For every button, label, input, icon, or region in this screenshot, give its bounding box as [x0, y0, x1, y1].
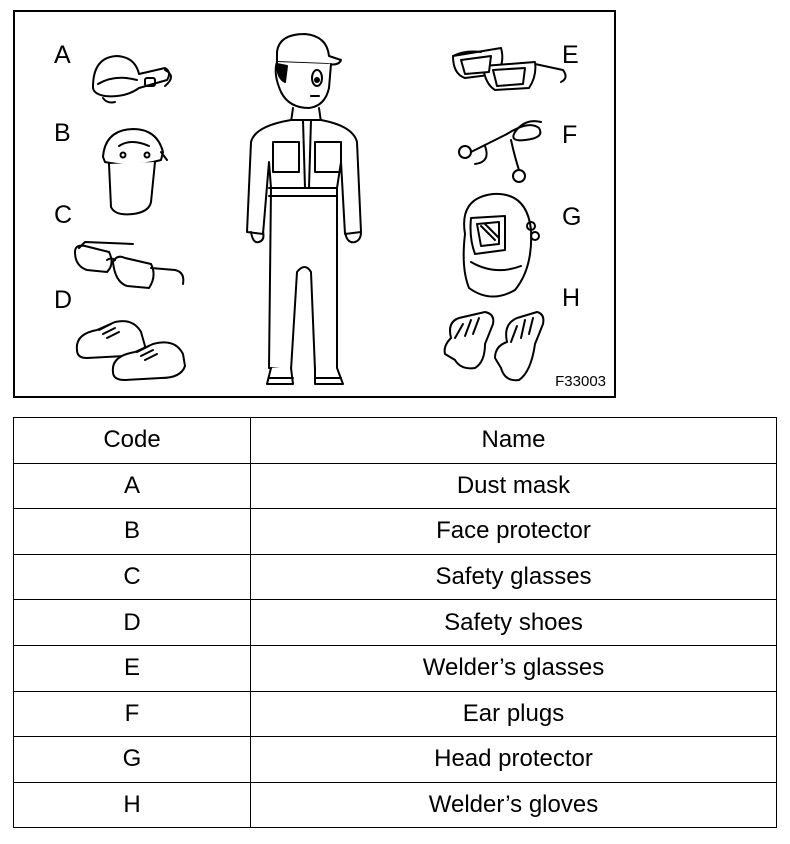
table-header-row: [14, 418, 777, 464]
safety-glasses-drawing: [75, 242, 183, 288]
row-code: G: [14, 737, 251, 783]
row-code: B: [14, 509, 251, 555]
welding-helmet-drawing: [464, 194, 539, 297]
ppe-line-drawing: [15, 12, 613, 395]
dust-mask-drawing: [93, 56, 171, 103]
figure-letter-c: C: [54, 201, 73, 229]
row-name: Safety shoes: [251, 600, 777, 646]
row-code: C: [14, 554, 251, 600]
row-name: Dust mask: [251, 463, 777, 509]
row-code: A: [14, 463, 251, 509]
ppe-illustration: [13, 10, 616, 398]
figure-letter-h: H: [562, 284, 581, 312]
ppe-code-table: [13, 417, 777, 828]
row-name: Welder’s glasses: [251, 645, 777, 691]
figure-code: F33003: [555, 373, 606, 390]
table-row: [14, 691, 777, 737]
code-column-header: Code: [14, 418, 251, 464]
table-row: [14, 463, 777, 509]
row-name: Face protector: [251, 509, 777, 555]
figure-letter-e: E: [562, 41, 579, 69]
worker-figure-drawing: [247, 34, 361, 384]
safety-shoes-drawing: [77, 321, 185, 380]
table-row: [14, 782, 777, 828]
name-column-header: Name: [251, 418, 777, 464]
figure-letter-d: D: [54, 286, 73, 314]
table-row: [14, 509, 777, 555]
row-code: D: [14, 600, 251, 646]
table-row: [14, 554, 777, 600]
row-code: H: [14, 782, 251, 828]
face-protector-drawing: [103, 129, 167, 214]
figure-letter-g: G: [562, 203, 582, 231]
table-row: [14, 645, 777, 691]
figure-letter-b: B: [54, 119, 71, 147]
figure-letter-f: F: [562, 121, 578, 149]
ear-plugs-drawing: [459, 121, 541, 182]
row-name: Welder’s gloves: [251, 782, 777, 828]
table-row: [14, 600, 777, 646]
row-name: Ear plugs: [251, 691, 777, 737]
row-name: Head protector: [251, 737, 777, 783]
welders-gloves-drawing: [445, 312, 544, 380]
figure-letter-a: A: [54, 41, 71, 69]
row-code: F: [14, 691, 251, 737]
row-name: Safety glasses: [251, 554, 777, 600]
welders-glasses-drawing: [453, 48, 566, 90]
table-row: [14, 737, 777, 783]
row-code: E: [14, 645, 251, 691]
